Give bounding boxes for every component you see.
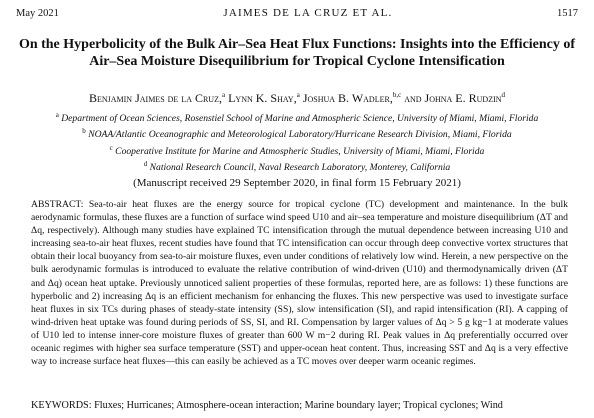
affiliation: $^c$ Cooperative Institute for Marine and Atmospheric Studies, University of Miami, Miami, Florida: [109, 143, 485, 157]
abstract: [31, 198, 568, 368]
manuscript-dates: (Manuscript received 29 September 2020, in final form 15 February 2021): [133, 177, 461, 189]
keywords-label: KEYWORDS:: [31, 400, 92, 411]
author: Joshua B. Wadler,$^{b,c}$: [302, 91, 402, 105]
author: Benjamin Jaimes de la Cruz,$^a$: [88, 91, 226, 105]
affiliation: $^a$ Department of Ocean Sciences, Rosenstiel School of Marine and Atmospheric Science, University of Miami, Miami, Florida: [55, 111, 539, 125]
issue-date: May 2021: [16, 7, 59, 19]
author: and Johna E. Rudzin$^d$: [404, 91, 506, 105]
running-header: [16, 6, 578, 20]
affiliation: $^d$ National Research Council, Naval Research Laboratory, Monterey, California: [143, 160, 451, 174]
keywords: [31, 400, 574, 411]
author-list: [14, 91, 580, 106]
running-title: JAIMES DE LA CRUZ ET AL.: [223, 7, 393, 19]
abstract-text: Sea-to-air heat fluxes are the energy source for tropical cyclone (TC) development and maintenance. In the bulk aerodynamic formulas, these fluxes are a function of surface wind speed U10 and air–sea temperature and moisture disequilibrium (ΔT and Δq, respectively). Although many studies have explained TC intensification through the mutual dependence between increasing U10 and increasing sea-to-air heat fluxes, recent studies have found that TC intensification can occur through deep convective vortex structures that obtain their local buoyancy from sea-to-air moisture fluxes, even under conditions of relatively low wind. Herein, a new perspective on the bulk aerodynamic formulas is introduced to evaluate the relative contribution of wind-driven (U10) and thermodynamically driven (ΔT and Δq) ocean heat uptake. Previously unnoticed salient properties of these formulas, reported here, are as follows: 1) these functions are hyperbolic and 2) increasing Δq is an efficient mechanism for enhancing the fluxes. This new perspective was used to investigate surface heat fluxes in six TCs during phases of steady-state intensity (SS), slow intensification (SI), and rapid intensification (RI). A capping of wind-driven heat uptake was found during periods of SS, SI, and RI. Compensation by larger values of Δq > 5 g kg−1 at moderate values of U10 led to intense inner-core moisture fluxes of greater than 600 W m−2 during RI. Peak values in Δq preferentially occurred over oceanic regimes with higher sea surface temperature (SST) and upper-ocean heat content. Thus, increasing SST and Δq is a very effective way to increase surface heat fluxes—this can easily be achieved as a TC moves over deeper warm oceanic regimes.: [31, 199, 568, 368]
article-title: On the Hyperbolicity of the Bulk Air–Sea Heat Flux Functions: Insights into the Efficiency of Air–Sea Moisture Disequilibrium for Tropical Cyclone Intensification: [18, 37, 576, 69]
page-number: 1517: [556, 7, 578, 19]
affiliation-list: [14, 109, 580, 175]
keywords-text: Fluxes; Hurricanes; Atmosphere-ocean interaction; Marine boundary layer; Tropical cyclones; Wind: [94, 400, 503, 411]
affiliation: $^b$ NOAA/Atlantic Oceanographic and Meteorological Laboratory/Hurricane Research Division, Miami, Florida: [82, 127, 512, 141]
author: Lynn K. Shay,$^a$: [228, 91, 300, 105]
abstract-label: ABSTRACT:: [31, 199, 84, 210]
